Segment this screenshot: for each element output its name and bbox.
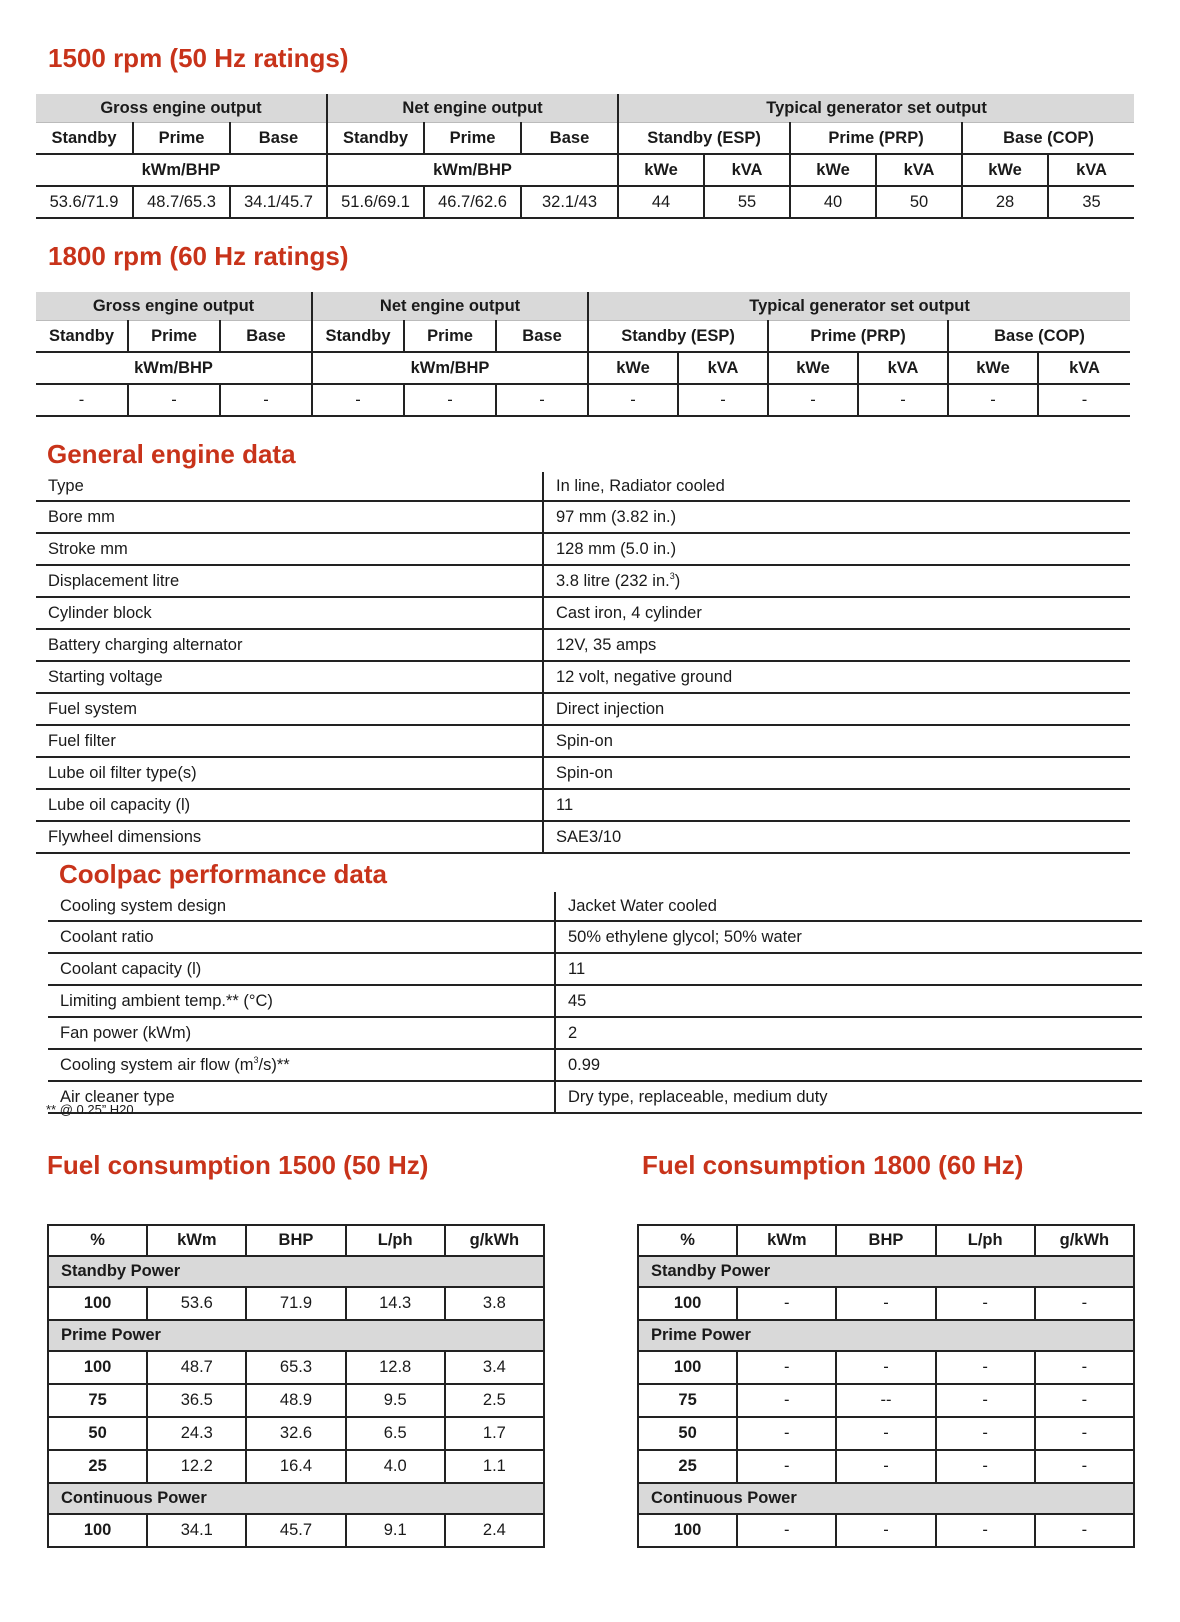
table-row: 25 12.2 16.4 4.0 1.1 xyxy=(48,1450,544,1483)
ratings-table-1800rpm xyxy=(36,292,1130,417)
table-row: 100 48.7 65.3 12.8 3.4 xyxy=(48,1351,544,1384)
value-cell: 34.1/45.7 xyxy=(230,186,327,218)
unit-header: kWe xyxy=(790,154,876,186)
value-cell: - xyxy=(588,384,678,416)
section-title-coolpac: Coolpac performance data xyxy=(59,859,387,889)
table-row: Lube oil filter type(s) Spin-on xyxy=(36,757,1130,789)
value-cell: - xyxy=(948,384,1038,416)
unit-header: kVA xyxy=(858,352,948,384)
unit-header: kWe xyxy=(962,154,1048,186)
group-genset: Typical generator set output xyxy=(588,292,1130,321)
coolpac-data-table xyxy=(48,892,1142,1114)
value-cell: 46.7/62.6 xyxy=(424,186,521,218)
table-row: 100 - - - - xyxy=(638,1287,1134,1320)
section-title-fuel-60hz: Fuel consumption 1800 (60 Hz) xyxy=(642,1150,1024,1180)
sub-header: Standby (ESP) xyxy=(588,321,768,353)
column-header: L/ph xyxy=(346,1225,445,1256)
value-cell: 53.6/71.9 xyxy=(36,186,133,218)
table-row: Starting voltage 12 volt, negative ground xyxy=(36,661,1130,693)
column-header: % xyxy=(48,1225,147,1256)
sub-header: Base xyxy=(220,321,312,353)
section-title-1800rpm: 1800 rpm (60 Hz ratings) xyxy=(48,241,349,271)
column-header: g/kWh xyxy=(445,1225,544,1256)
unit-header: kVA xyxy=(876,154,962,186)
section-title-engine-data: General engine data xyxy=(47,439,296,469)
value-cell: - xyxy=(496,384,588,416)
sub-header: Base xyxy=(496,321,588,353)
sub-header: Prime xyxy=(404,321,496,353)
table-row: Cooling system design Jacket Water cooled xyxy=(48,892,1142,921)
sub-header: Prime xyxy=(133,123,230,155)
value-cell: - xyxy=(36,384,128,416)
section-row: Standby Power xyxy=(638,1256,1134,1287)
group-net: Net engine output xyxy=(327,94,618,123)
sub-header: Base xyxy=(521,123,618,155)
table-row: Battery charging alternator 12V, 35 amps xyxy=(36,629,1130,661)
unit-header: kWm/BHP xyxy=(327,154,618,186)
value-cell: - xyxy=(858,384,948,416)
table-row: 100 - - - - xyxy=(638,1351,1134,1384)
unit-header: kVA xyxy=(1048,154,1134,186)
value-cell: 35 xyxy=(1048,186,1134,218)
unit-header: kWe xyxy=(618,154,704,186)
table-row: Fan power (kWm) 2 xyxy=(48,1017,1142,1049)
table-row: 75 - -- - - xyxy=(638,1384,1134,1417)
column-header: BHP xyxy=(246,1225,345,1256)
value-cell: - xyxy=(128,384,220,416)
table-row: Cooling system air flow $(m^3/s)**$ 0.99 xyxy=(48,1049,1142,1081)
sub-header: Standby xyxy=(36,123,133,155)
column-header: kWm xyxy=(737,1225,836,1256)
unit-header: kWm/BHP xyxy=(312,352,588,384)
section-row: Prime Power xyxy=(48,1320,544,1351)
table-row: Bore mm 97 mm (3.82 in.) xyxy=(36,501,1130,533)
unit-header: kVA xyxy=(1038,352,1130,384)
value-cell: 50 xyxy=(876,186,962,218)
sub-header: Prime xyxy=(128,321,220,353)
column-header: kWm xyxy=(147,1225,246,1256)
table-row: Lube oil capacity (l) 11 xyxy=(36,789,1130,821)
sub-header: Standby xyxy=(36,321,128,353)
fuel-table-50hz xyxy=(47,1224,545,1548)
section-row: Continuous Power xyxy=(48,1483,544,1514)
value-cell: - xyxy=(404,384,496,416)
value-cell: - xyxy=(312,384,404,416)
fuel-table-60hz xyxy=(637,1224,1135,1548)
table-row: 100 - - - - xyxy=(638,1514,1134,1547)
unit-header: kWe xyxy=(768,352,858,384)
sub-header: Prime (PRP) xyxy=(790,123,962,155)
section-row: Prime Power xyxy=(638,1320,1134,1351)
footnote: ** @ 0.25” H20 xyxy=(46,1102,134,1117)
sub-header: Standby xyxy=(312,321,404,353)
table-row: Displacement litre 3.8 litre (232 in.$^3$) xyxy=(36,565,1130,597)
value-cell: - xyxy=(220,384,312,416)
section-row: Continuous Power xyxy=(638,1483,1134,1514)
section-title-1500rpm: 1500 rpm (50 Hz ratings) xyxy=(48,43,349,73)
value-cell: 32.1/43 xyxy=(521,186,618,218)
table-row: Flywheel dimensions SAE3/10 xyxy=(36,821,1130,853)
table-row: Stroke mm 128 mm (5.0 in.) xyxy=(36,533,1130,565)
group-gross: Gross engine output xyxy=(36,94,327,123)
unit-header: kWm/BHP xyxy=(36,154,327,186)
engine-data-table xyxy=(36,472,1130,854)
value-cell: 48.7/65.3 xyxy=(133,186,230,218)
value-cell: 40 xyxy=(790,186,876,218)
table-row: 50 - - - - xyxy=(638,1417,1134,1450)
table-row: Type In line, Radiator cooled xyxy=(36,472,1130,501)
value-cell: 55 xyxy=(704,186,790,218)
value-cell: - xyxy=(678,384,768,416)
sub-header: Base (COP) xyxy=(948,321,1130,353)
value-cell: - xyxy=(768,384,858,416)
table-row: 50 24.3 32.6 6.5 1.7 xyxy=(48,1417,544,1450)
section-title-fuel-50hz: Fuel consumption 1500 (50 Hz) xyxy=(47,1150,429,1180)
table-row: Limiting ambient temp.** (°C) 45 xyxy=(48,985,1142,1017)
table-row: Fuel system Direct injection xyxy=(36,693,1130,725)
group-net: Net engine output xyxy=(312,292,588,321)
column-header: L/ph xyxy=(936,1225,1035,1256)
value-cell: 28 xyxy=(962,186,1048,218)
table-row: Cylinder block Cast iron, 4 cylinder xyxy=(36,597,1130,629)
sub-header: Base xyxy=(230,123,327,155)
table-row: Coolant ratio 50% ethylene glycol; 50% water xyxy=(48,921,1142,953)
group-gross: Gross engine output xyxy=(36,292,312,321)
unit-header: kWe xyxy=(948,352,1038,384)
ratings-table-1500rpm xyxy=(36,94,1134,219)
table-row: 75 36.5 48.9 9.5 2.5 xyxy=(48,1384,544,1417)
table-row: Air cleaner type Dry type, replaceable, medium duty xyxy=(48,1081,1142,1113)
section-row: Standby Power xyxy=(48,1256,544,1287)
sub-header: Prime xyxy=(424,123,521,155)
column-header: g/kWh xyxy=(1035,1225,1134,1256)
table-row: Fuel filter Spin-on xyxy=(36,725,1130,757)
sub-header: Standby (ESP) xyxy=(618,123,790,155)
group-genset: Typical generator set output xyxy=(618,94,1134,123)
value-cell: - xyxy=(1038,384,1130,416)
unit-header: kWm/BHP xyxy=(36,352,312,384)
column-header: % xyxy=(638,1225,737,1256)
unit-header: kVA xyxy=(704,154,790,186)
table-row: 100 53.6 71.9 14.3 3.8 xyxy=(48,1287,544,1320)
unit-header: kWe xyxy=(588,352,678,384)
table-row: Coolant capacity (l) 11 xyxy=(48,953,1142,985)
value-cell: 44 xyxy=(618,186,704,218)
table-row: 25 - - - - xyxy=(638,1450,1134,1483)
unit-header: kVA xyxy=(678,352,768,384)
column-header: BHP xyxy=(836,1225,935,1256)
value-cell: 51.6/69.1 xyxy=(327,186,424,218)
table-row: 100 34.1 45.7 9.1 2.4 xyxy=(48,1514,544,1547)
sub-header: Prime (PRP) xyxy=(768,321,948,353)
sub-header: Standby xyxy=(327,123,424,155)
sub-header: Base (COP) xyxy=(962,123,1134,155)
